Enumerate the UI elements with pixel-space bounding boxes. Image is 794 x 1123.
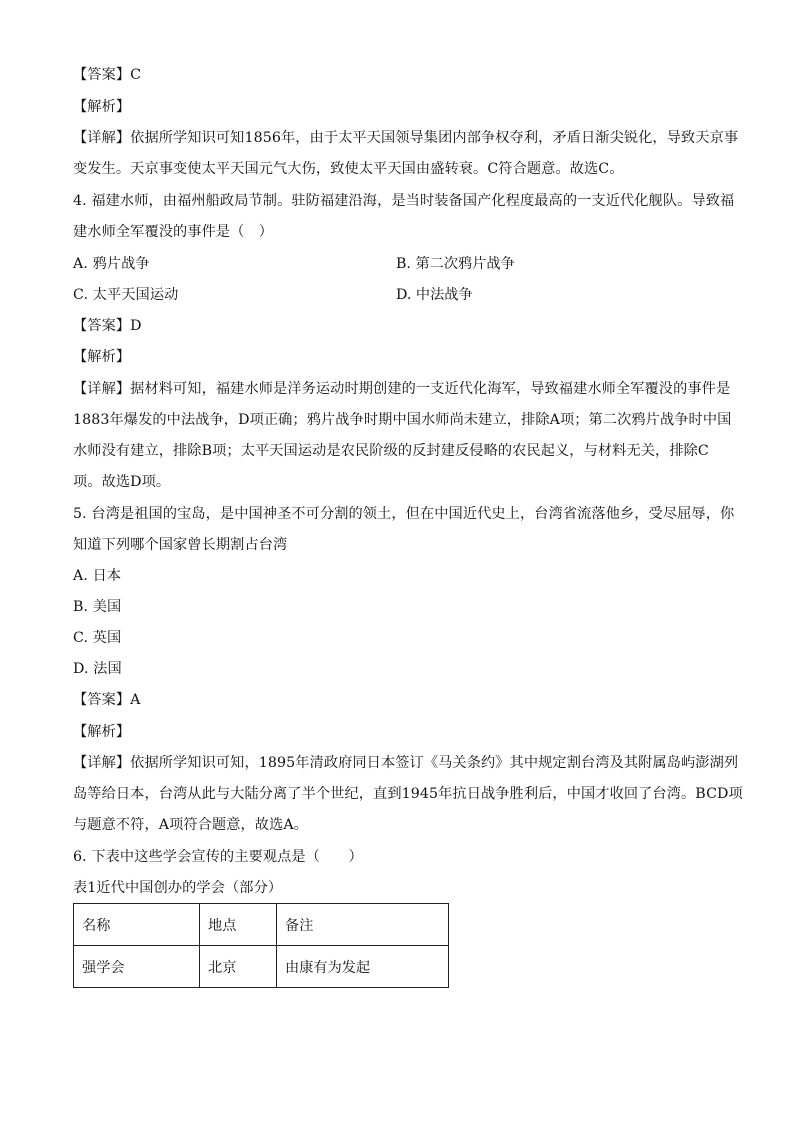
q5-option-b: B. 美国 — [73, 599, 122, 615]
table-cell: 北京 — [200, 946, 277, 988]
answer-q3: 【答案】C — [73, 67, 142, 83]
table-header-row — [74, 904, 449, 946]
analysis-label-q4: 【解析】 — [73, 349, 131, 365]
q5-option-a: A. 日本 — [73, 568, 122, 584]
q4-option-b: B. 第二次鸦片战争 — [396, 256, 515, 272]
explanation-q4-line4: 项。故选D项。 — [73, 474, 171, 490]
question-5-line1: 5. 台湾是祖国的宝岛，是中国神圣不可分割的领土，但在中国近代史上，台湾省流落他乡，受尽屈辱，你 — [73, 506, 735, 522]
q5-option-c: C. 英国 — [73, 630, 122, 646]
answer-q5: 【答案】A — [73, 692, 141, 708]
q4-option-d: D. 中法战争 — [396, 287, 473, 303]
explanation-q4-line3: 水师没有建立，排除B项；太平天国运动是农民阶级的反封建反侵略的农民起义，与材料无关，排除C — [73, 443, 709, 459]
analysis-label-q5: 【解析】 — [73, 724, 131, 740]
table-row — [74, 946, 449, 988]
table-header-cell: 名称 — [74, 904, 200, 946]
explanation-q3-line1: 【详解】依据所学知识可知1856年，由于太平天国领导集团内部争权夺利，矛盾日渐尖锐化，导致天京事 — [73, 130, 739, 146]
explanation-q5-line3: 与题意不符，A项符合题意，故选A。 — [73, 817, 309, 833]
explanation-q3-line2: 变发生。天京事变使太平天国元气大伤，致使太平天国由盛转衰。C符合题意。故选C。 — [73, 161, 624, 177]
explanation-q4-line2: 1883年爆发的中法战争，D项正确；鸦片战争时期中国水师尚未建立，排除A项；第二次鸦片战争时中国 — [73, 412, 732, 428]
q5-option-d: D. 法国 — [73, 661, 122, 677]
answer-q4: 【答案】D — [73, 318, 142, 334]
explanation-q5-line2: 岛等给日本，台湾从此与大陆分离了半个世纪，直到1945年抗日战争胜利后，中国才收回了台湾。BCD项 — [73, 786, 743, 802]
explanation-q5-line1: 【详解】依据所学知识可知，1895年清政府同日本签订《马关条约》其中规定割台湾及其附属岛屿澎湖列 — [73, 755, 739, 771]
table-caption: 表1近代中国创办的学会（部分） — [73, 880, 283, 896]
question-5-line2: 知道下列哪个国家曾长期割占台湾 — [73, 537, 288, 553]
table-cell: 由康有为发起 — [277, 946, 449, 988]
q4-option-a: A. 鸦片战争 — [73, 256, 150, 272]
question-4-line1: 4. 福建水师，由福州船政局节制。驻防福建沿海，是当时装备国产化程度最高的一支近代化舰队。导致福 — [73, 193, 735, 209]
analysis-label-q3: 【解析】 — [73, 99, 131, 115]
table-header-cell: 地点 — [200, 904, 277, 946]
q4-option-c: C. 太平天国运动 — [73, 287, 179, 303]
question-4-line2: 建水师全军覆没的事件是（ ） — [73, 224, 274, 240]
question-6-line1: 6. 下表中这些学会宣传的主要观点是（ ） — [73, 849, 363, 865]
table-cell: 强学会 — [74, 946, 200, 988]
table-header-cell: 备注 — [277, 904, 449, 946]
explanation-q4-line1: 【详解】据材料可知，福建水师是洋务运动时期创建的一支近代化海军，导致福建水师全军覆没的事件是 — [73, 381, 731, 397]
societies-table — [73, 903, 449, 988]
